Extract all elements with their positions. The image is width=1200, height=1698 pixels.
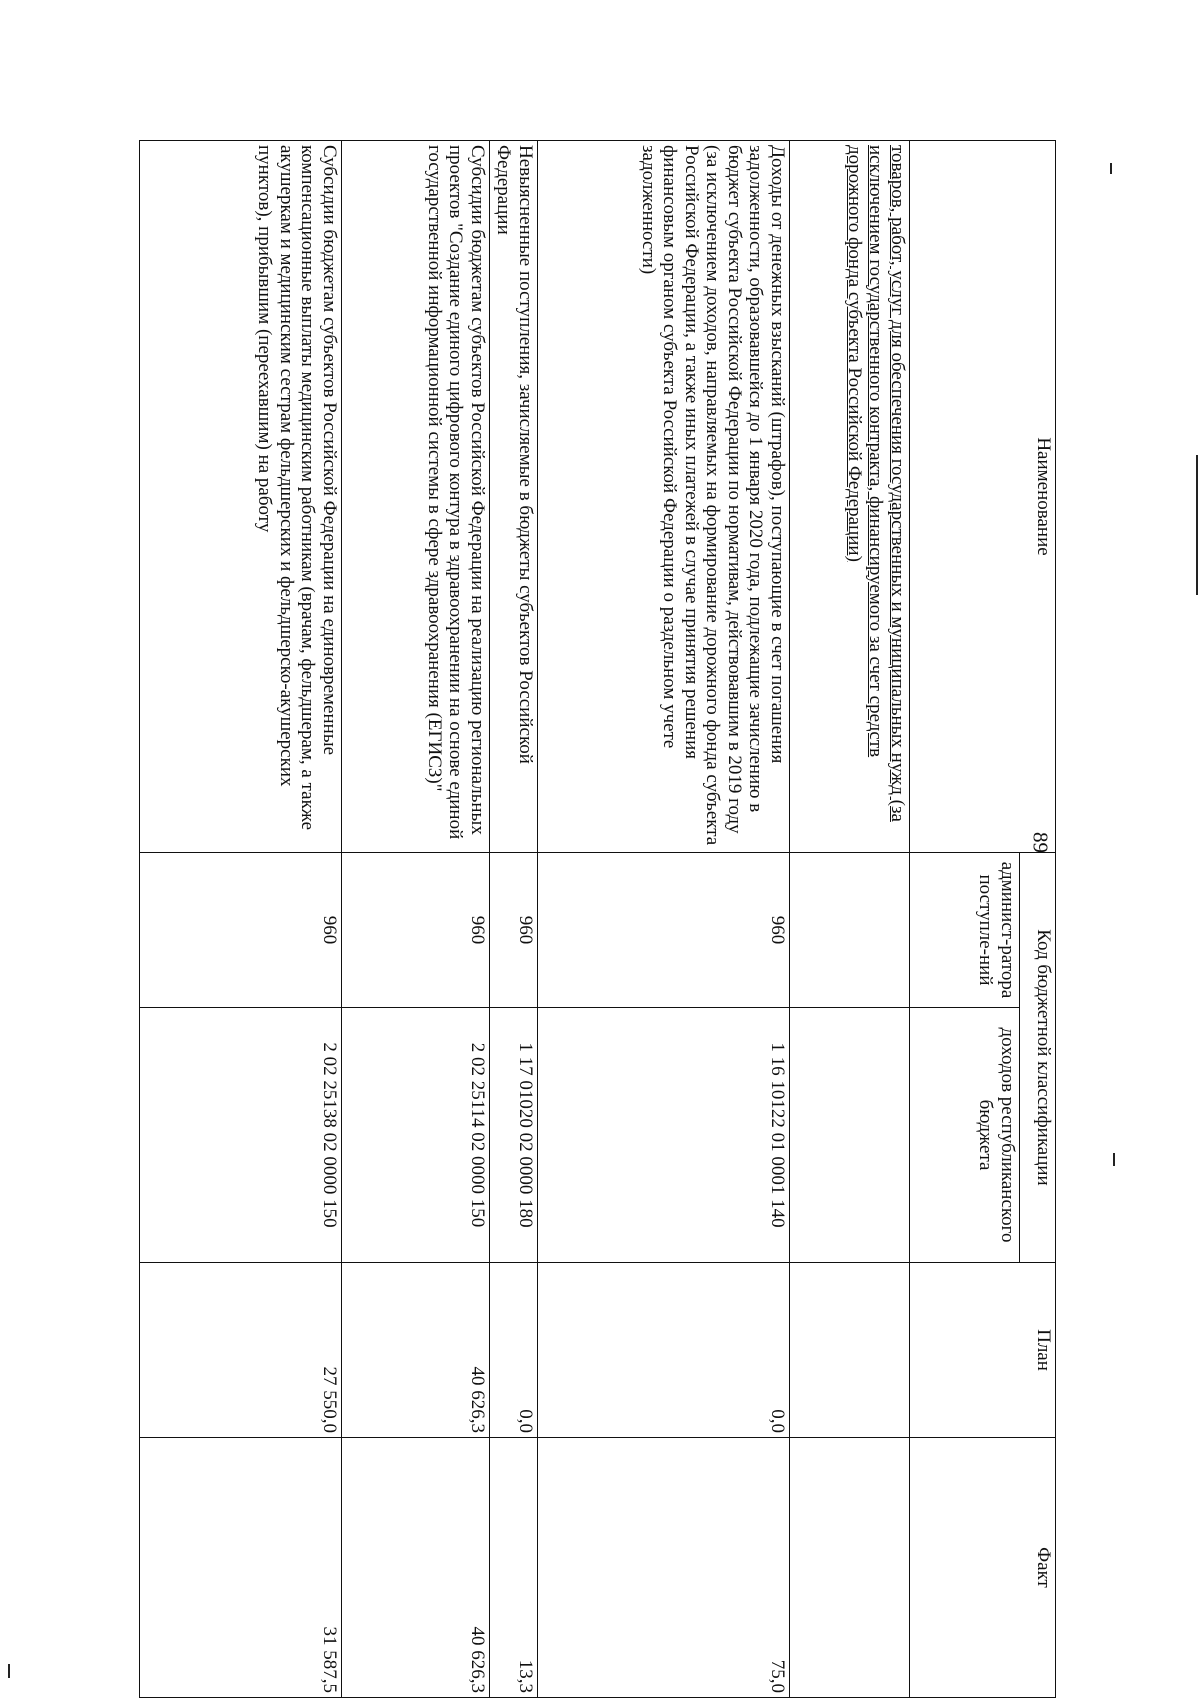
row-fact: 40 626,3 [342,1438,490,1698]
table-row [342,141,490,1698]
row-name: Невыясненные поступления, зачисляемые в бюджеты субъектов Российской Федерации [490,141,538,853]
header-code-group: Код бюджетной классификации [1020,853,1056,1263]
table-row [490,141,538,1698]
row-plan: 27 550,0 [140,1263,342,1438]
rotated-page-content [139,140,1056,1697]
table-row [790,141,910,1698]
row-plan [790,1263,910,1438]
row-fact: 75,0 [538,1438,790,1698]
row-code: 1 16 10122 01 0001 140 [538,1008,790,1263]
row-fact [790,1438,910,1698]
row-code [790,1008,910,1263]
table-row [140,141,342,1698]
row-name: Субсидии бюджетам субъектов Российской Федерации на единовременные компенсационные выплаты медицинским работникам (врачам, фельдшерам, а также акушеркам и медицинским сестрам фельдшерских и фельдшерско-акушерских пунктов), прибывшим (переехавшим) на работу [140,141,342,853]
table-row [538,141,790,1698]
row-plan: 40 626,3 [342,1263,490,1438]
row-admin: 960 [490,853,538,1008]
row-name: товаров, работ, услуг для обеспечения государственных и муниципальных нужд (за исключением государственного контракта, финансируемого за счет средств дорожного фонда субъекта Российской Федерации) [790,141,910,853]
budget-revenue-table [139,140,1056,1698]
scan-mark-top [1110,163,1112,174]
row-code: 1 17 01020 02 0000 180 [490,1008,538,1263]
header-fact: Факт [910,1438,1056,1698]
row-code: 2 02 25114 02 0000 150 [342,1008,490,1263]
row-fact: 31 587,5 [140,1438,342,1698]
header-plan: План [910,1263,1056,1438]
row-fact: 13,3 [490,1438,538,1698]
row-name: Субсидии бюджетам субъектов Российской Федерации на реализацию региональных проектов "Создание единого цифрового контура в здравоохранении на основе единой государственной информационной системы в сфере здравоохранения (ЕГИСЗ)" [342,141,490,853]
row-admin: 960 [538,853,790,1008]
row-admin: 960 [342,853,490,1008]
scan-mark-bottom [1113,1153,1115,1166]
row-code: 2 02 25138 02 0000 150 [140,1008,342,1263]
page-number: 89 [1028,832,1053,853]
row-name: Доходы от денежных взысканий (штрафов), поступающие в счет погашения задолженности, образовавшейся до 1 января 2020 года, подлежащие зачислению в бюджет субъекта Российской Федерации по нормативам, действовавшим в 2019 году (за исключением доходов, направляемых на формирование дорожного фонда субъекта Российской Федерации, а также иных платежей в случае принятия решения финансовым органом субъекта Российской Федерации о раздельном учете задолженности) [538,141,790,853]
scan-mark-corner [8,1664,10,1678]
header-income: доходов республиканского бюджета [910,1008,1020,1263]
header-admin: админист-ратора поступле-ний [910,853,1020,1008]
row-admin [790,853,910,1008]
row-plan: 0,0 [538,1263,790,1438]
row-admin: 960 [140,853,342,1008]
scan-mark-right [1196,455,1198,595]
row-plan: 0,0 [490,1263,538,1438]
header-name: Наименование [910,141,1056,853]
